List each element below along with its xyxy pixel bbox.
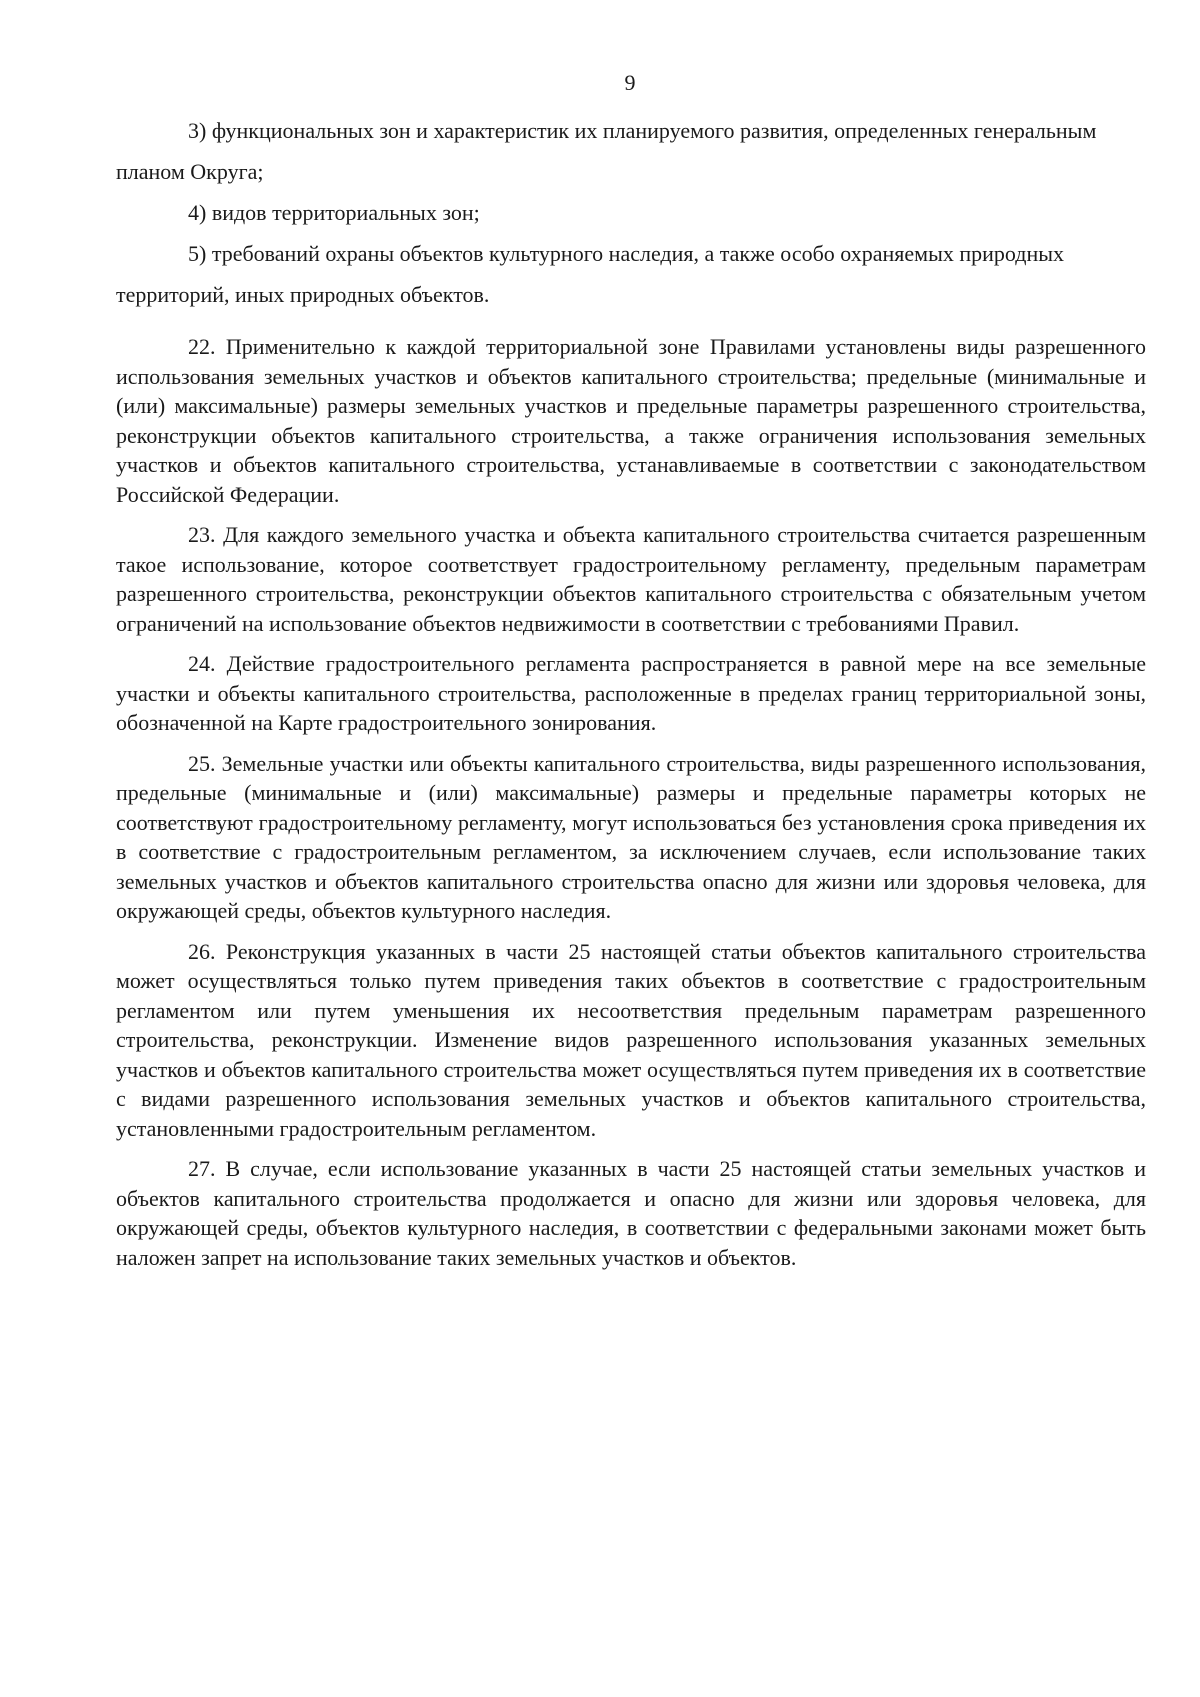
list-item-3: 3) функциональных зон и характеристик их планируемого развития, определенных генеральным планом Округа; [116,118,1097,184]
paragraph-22: 22. Применительно к каждой территориальной зоне Правилами установлены виды разрешенного использования земельных участков и объектов капитального строительства; предельные (минимальные и (или) максимальные) размеры земельных участков и предельные параметры разрешенного строительства, реконструкции объектов капитального строительства, а также ограничения использования земельных участков и объектов капитального строительства, устанавливаемые в соответствии с законодательством Российской Федерации. [116,334,1146,507]
paragraph-23: 23. Для каждого земельного участка и объекта капитального строительства считается разрешенным такое использование, которое соответствует градостроительному регламенту, предельным параметрам разрешенного строительства, реконструкции объектов капитального строительства с обязательным учетом ограничений на использование объектов недвижимости в соответствии с требованиями Правил. [116,522,1146,636]
document-body [116,110,1146,1272]
list-item-5: 5) требований охраны объектов культурного наследия, а также особо охраняемых природных территорий, иных природных объектов. [116,241,1065,307]
paragraph-24: 24. Действие градостроительного регламента распространяется в равной мере на все земельные участки и объекты капитального строительства, расположенные в пределах границ территориальной зоны, обозначенной на Карте градостроительного зонирования. [116,651,1146,735]
paragraph-26: 26. Реконструкция указанных в части 25 настоящей статьи объектов капитального строительства может осуществляться только путем приведения таких объектов в соответствие с градостроительным регламентом или путем уменьшения их несоответствия предельным параметрам разрешенного строительства, реконструкции. Изменение видов разрешенного использования указанных земельных участков и объектов капитального строительства может осуществляться путем приведения их в соответствие с видами разрешенного использования земельных участков и объектов капитального строительства, установленными градостроительным регламентом. [116,938,1146,1141]
paragraph-27: 27. В случае, если использование указанных в части 25 настоящей статьи земельных участков и объектов капитального строительства продолжается и опасно для жизни или здоровья человека, для окружающей среды, объектов культурного наследия, в соответствии с федеральными законами может быть наложен запрет на использование таких земельных участков и объектов. [116,1156,1146,1270]
paragraph-25: 25. Земельные участки или объекты капитального строительства, виды разрешенного использования, предельные (минимальные и (или) максимальные) размеры и предельные параметры которых не соответствуют градостроительному регламенту, могут использоваться без установления срока приведения их в соответствие с градостроительным регламентом, за исключением случаев, если использование таких земельных участков и объектов капитального строительства опасно для жизни или здоровья человека, для окружающей среды, объектов культурного наследия. [116,750,1146,923]
page-number: 9 [624,70,636,95]
list-item-4: 4) видов территориальных зон; [188,200,480,225]
